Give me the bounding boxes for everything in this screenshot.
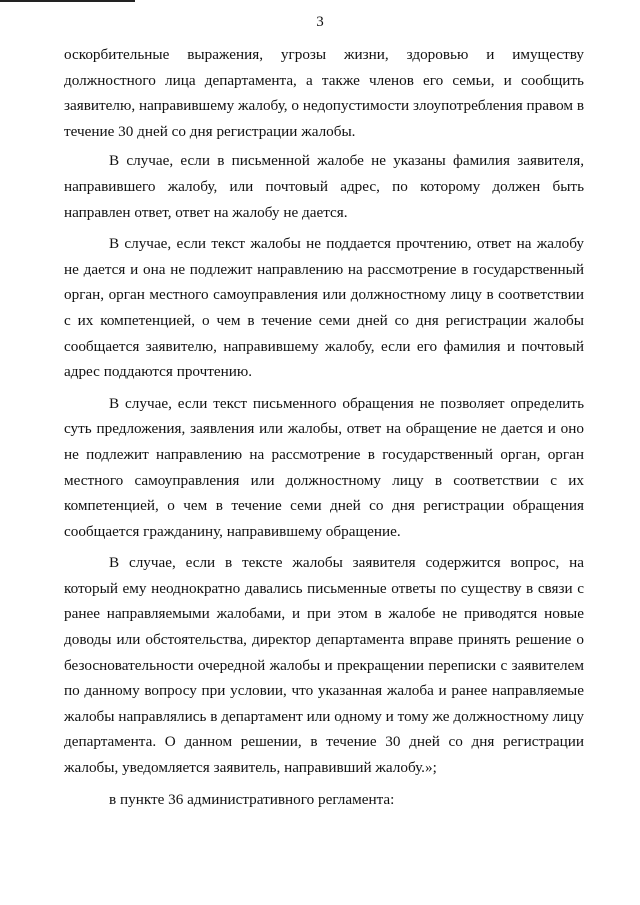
paragraph-point-36: в пункте 36 административного регламента: [109, 790, 395, 808]
paragraph-repeated-question: В случае, если в тексте жалобы заявителя содержится вопрос, на который ему неоднократно давались письменные ответы по существу в связи с ранее направляемыми жалобами, и при этом в жалобе не приводятся новые доводы или обстоятельства, директор департамента вправе принять решение о безосновательности очередной жалобы и прекращении переписки с заявителем по данному вопросу при условии, что указанная жалоба и ранее направляемые жалобы направлялись в департамент или одному и тому же должностному лицу департамента. О данном решении, в течение 30 дней со дня регистрации жалобы, уведомляется заявитель, направивший жалобу.»; [64, 554, 584, 777]
paragraph-continuation: оскорбительные выражения, угрозы жизни, здоровью и имуществу должностного лица департамента, а также членов его семьи, и сообщить заявителю, направившему жалобу, о недопустимости злоупотребления правом в течение 30 дней со дня регистрации жалобы. [64, 46, 584, 140]
page-number: 3 [316, 14, 324, 30]
paragraph-unreadable-text: В случае, если текст жалобы не поддается прочтению, ответ на жалобу не дается и она не подлежит направлению на рассмотрение в государственный орган, орган местного самоуправления или должностному лицу в соответствии с их компетенцией, о чем в течение семи дней со дня регистрации жалобы сообщается заявителю, направившему жалобу, если его фамилия и почтовый адрес поддаются прочтению. [64, 235, 584, 381]
top-rule [0, 0, 135, 2]
paragraph-undefined-subject: В случае, если текст письменного обращения не позволяет определить суть предложения, заявления или жалобы, ответ на обращение не дается и оно не подлежит направлению на рассмотрение в государственный орган, орган местного самоуправления или должностному лицу в соответствии с их компетенцией, о чем в течение семи дней со дня регистрации обращения сообщается гражданину, направившему обращение. [64, 394, 584, 540]
document-body [64, 42, 584, 818]
paragraph-missing-address: В случае, если в письменной жалобе не указаны фамилия заявителя, направившего жалобу, или почтовый адрес, по которому должен быть направлен ответ, ответ на жалобу не дается. [64, 152, 584, 221]
